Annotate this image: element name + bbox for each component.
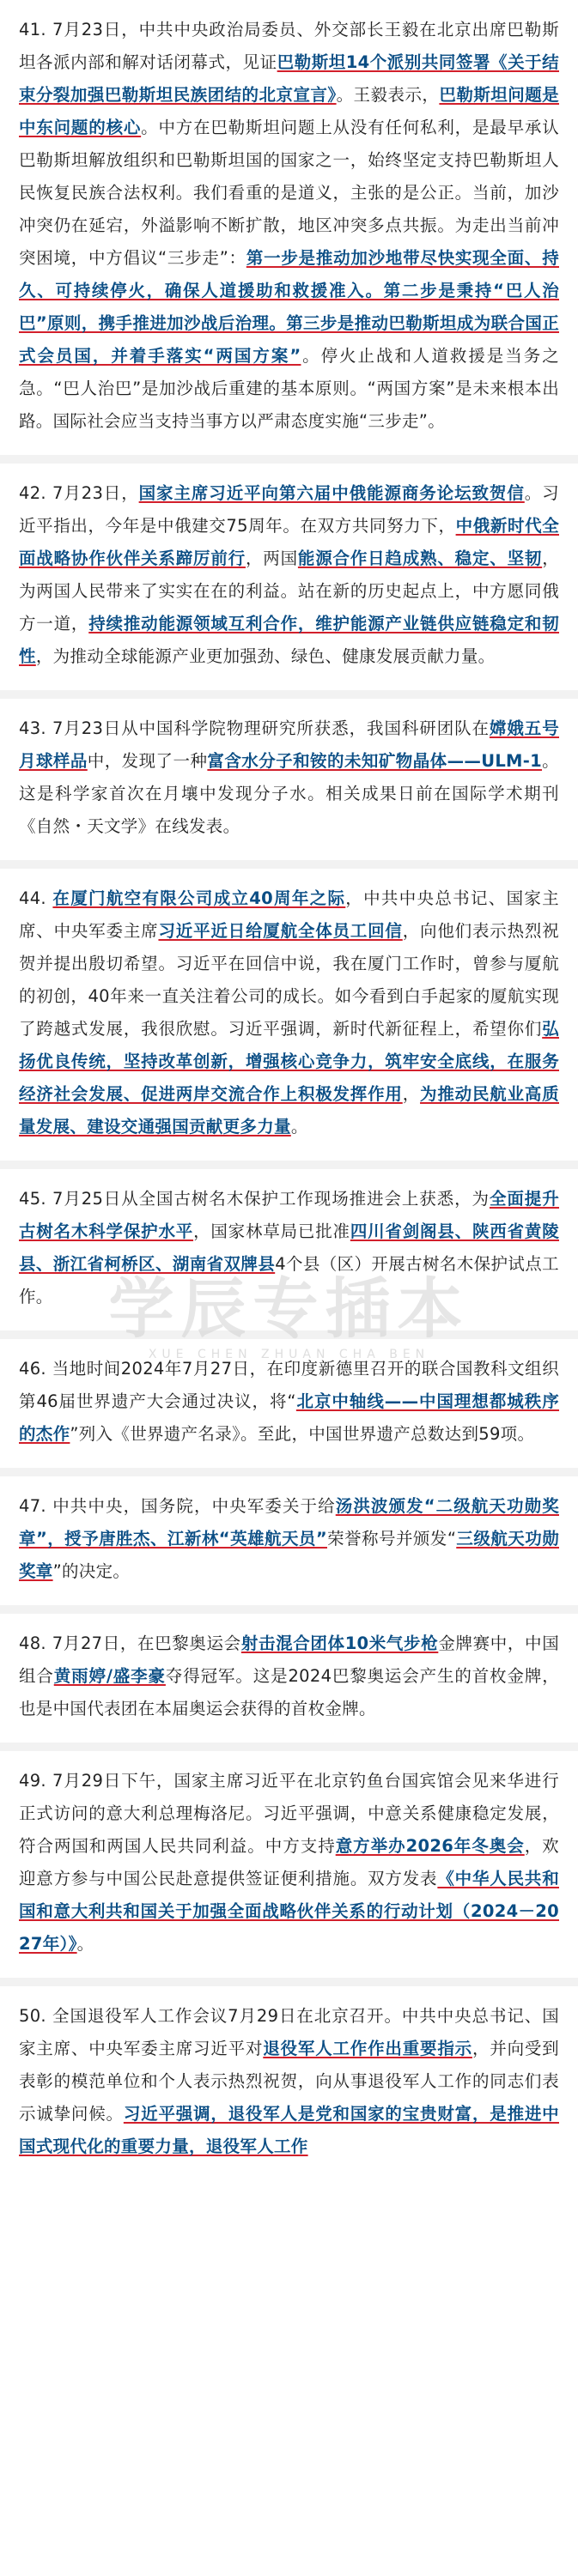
highlighted-phrase: 习近平近日给厦航全体员工回信	[158, 921, 403, 941]
highlighted-phrase: 国家主席习近平向第六届中俄能源商务论坛致贺信	[138, 483, 525, 503]
body-text: 49. 7月29日下午，国家主席习近平在北京钓鱼台国宾馆会见来华进行正式访问的意大利总理梅洛尼。习近平强调，中意关系健康稳定发展，符合两国和两国人民共同利益。中方支持	[19, 1771, 559, 1856]
body-text: ，向他们表示热烈祝贺并提出殷切希望。习近平在回信中说，我在厦门工作时，曾参与厦航的初创，40年来一直关注着公司的成长。如今看到白手起家的厦航实现了跨越式发展，我很欣慰。习近平强调，新时代新征程上，希望你们	[19, 921, 560, 1039]
body-text: 。这是科学家首次在月壤中发现分子水。相关成果日前在国际学术期刊《自然・天文学》在线发表。	[19, 751, 559, 836]
news-item-45	[0, 1169, 578, 1330]
highlighted-phrase: 《中华人民共和国和意大利共和国关于加强全面战略伙伴关系的行动计划（2024－2027年）》	[19, 1869, 559, 1954]
section-divider	[0, 455, 578, 464]
section-divider	[0, 1978, 578, 1986]
section-divider	[0, 690, 578, 699]
body-text: 金牌赛中，中国组合	[19, 1633, 559, 1686]
highlighted-phrase: 持续推动能源领域互利合作，维护能源产业链供应链稳定和韧性	[19, 614, 559, 666]
highlighted-phrase: 意方举办2026年冬奥会	[335, 1836, 525, 1856]
highlighted-phrase: 中俄新时代全面战略协作伙伴关系蹄厉前行	[19, 516, 559, 568]
highlighted-phrase: 为推动民航业高质量发展、建设交通强国贡献更多力量	[19, 1084, 559, 1136]
body-text: ”的决定。	[52, 1561, 131, 1581]
highlighted-phrase: 在厦门航空有限公司成立40周年之际	[52, 888, 346, 908]
body-text: 。	[290, 1117, 308, 1136]
body-text: ，并向受到表彰的模范单位和个人表示热烈祝贺，向从事退役军人工作的同志们表示诚挚问候。	[19, 2039, 559, 2124]
highlighted-phrase: 嫦娥五号月球样品	[19, 718, 560, 771]
news-item-50	[0, 1986, 578, 2180]
news-item-44	[0, 869, 578, 1161]
body-text: ，欢迎意方参与中国公民赴意提供签证便利措施。双方发表	[19, 1836, 559, 1888]
watermark-subtext: XUE CHEN ZHUAN CHA BEN	[148, 1348, 430, 1361]
body-text: 。	[76, 1934, 94, 1954]
body-text: 50. 全国退役军人工作会议7月29日在北京召开。中共中央总书记、国家主席、中央军委主席习近平对	[19, 2006, 559, 2058]
section-divider	[0, 1330, 578, 1339]
news-item-43	[0, 699, 578, 860]
news-item-47	[0, 1476, 578, 1605]
body-text: 。停火止战和人道救援是当务之急。“巴人治巴”是加沙战后重建的基本原则。“两国方案”是未来根本出路。国际社会应当支持当事方以严肃态度实施“三步走”。	[19, 346, 559, 431]
highlighted-phrase: 退役军人工作作出重要指示	[263, 2039, 472, 2058]
section-divider	[0, 1468, 578, 1476]
highlighted-phrase: 全面提升古树名木科学保护水平	[19, 1189, 560, 1241]
highlighted-phrase: 北京中轴线——中国理想都城秩序的杰作	[19, 1391, 560, 1444]
highlighted-phrase: 黄雨婷/盛李豪	[53, 1666, 166, 1686]
body-text: 。王毅表示，	[336, 85, 440, 105]
body-text: 。中方在巴勒斯坦问题上从没有任何私利，是最早承认巴勒斯坦解放组织和巴勒斯坦国的国家之一，始终坚定支持巴勒斯坦人民恢复民族合法权利。我们看重的是道义，主张的是公正。当前，加沙冲突仍在延宕，外溢影响不断扩散，地区冲突多点共振。为走出当前冲突困境，中方倡议“三步走”：	[19, 118, 560, 268]
news-item-48	[0, 1614, 578, 1743]
body-text: 42. 7月23日，	[19, 483, 139, 503]
section-divider	[0, 860, 578, 869]
body-text: ，为两国人民带来了实实在在的利益。站在新的历史起点上，中方愿同俄方一道，	[19, 549, 559, 633]
highlighted-phrase: 习近平强调，退役军人是党和国家的宝贵财富，是推进中国式现代化的重要力量，退役军人工作	[19, 2104, 559, 2156]
highlighted-phrase: 射击混合团体10米气步枪	[240, 1633, 439, 1653]
body-text: 45. 7月25日从全国古树名木保护工作现场推进会上获悉，为	[19, 1189, 490, 1209]
news-item-49	[0, 1751, 578, 1978]
body-text: 4个县（区）开展古树名木保护试点工作。	[19, 1254, 559, 1306]
highlighted-phrase: 四川省剑阁县、陕西省黄陵县、浙江省柯桥区、湖南省双牌县	[19, 1221, 559, 1274]
body-text: 夺得冠军。这是2024巴黎奥运会产生的首枚金牌，也是中国代表团在本届奥运会获得的首枚金牌。	[19, 1666, 559, 1718]
highlighted-phrase: 汤洪波颁发“二级航天功勋奖章”，授予唐胜杰、江新林“英雄航天员”	[19, 1496, 559, 1549]
body-text: 。习近平指出，今年是中俄建交75周年。在双方共同努力下，	[19, 483, 559, 536]
section-divider	[0, 1161, 578, 1169]
watermark-text: 学辰专插本	[108, 1270, 470, 1347]
body-text: ，	[402, 1084, 421, 1104]
highlighted-phrase: 巴勒斯坦问题是中东问题的核心	[19, 85, 559, 137]
body-text: 43. 7月23日从中国科学院物理研究所获悉，我国科研团队在	[19, 718, 490, 738]
news-item-46	[0, 1339, 578, 1468]
body-text: ”列入《世界遗产名录》。至此，中国世界遗产总数达到59项。	[70, 1424, 535, 1444]
body-text: ，中共中央总书记、国家主席、中央军委主席	[19, 888, 559, 941]
body-text: ，为推动全球能源产业更加强劲、绿色、健康发展贡献力量。	[35, 646, 496, 666]
highlighted-phrase: 能源合作日趋成熟、稳定、坚韧	[297, 549, 543, 568]
highlighted-phrase: 三级航天功勋奖章	[19, 1529, 559, 1581]
body-text: ，国家林草局已批准	[193, 1221, 350, 1241]
section-divider	[0, 1743, 578, 1751]
body-text: 44.	[19, 888, 53, 908]
body-text: ，两国	[245, 549, 298, 568]
highlighted-phrase: 弘扬优良传统，坚持改革创新，增强核心竞争力，筑牢安全底线，在服务经济社会发展、促进两岸交流合作上积极发挥作用	[19, 1019, 559, 1104]
body-text: 48. 7月27日，在巴黎奥运会	[19, 1633, 241, 1653]
news-item-41	[0, 0, 578, 455]
highlighted-phrase: 巴勒斯坦14个派别共同签署《关于结束分裂加强巴勒斯坦民族团结的北京宣言》	[19, 52, 559, 105]
body-text: 中，发现了一种	[87, 751, 208, 771]
highlighted-phrase: 富含水分子和铵的未知矿物晶体——ULM-1	[207, 751, 543, 771]
body-text: 荣誉称号并颁发“	[326, 1529, 457, 1549]
news-item-42	[0, 464, 578, 690]
body-text: 41. 7月23日，中共中央政治局委员、外交部长王毅在北京出席巴勒斯坦各派内部和解对话闭幕式，见证	[19, 20, 559, 72]
body-text: 46. 当地时间2024年7月27日，在印度新德里召开的联合国教科文组织第46届世界遗产大会通过决议，将“	[19, 1359, 559, 1411]
highlighted-phrase: 第一步是推动加沙地带尽快实现全面、持久、可持续停火，确保人道援助和救援准入。第二步是秉持“巴人治巴”原则，携手推进加沙战后治理。第三步是推动巴勒斯坦成为联合国正式会员国，并着手落实“两国方案”	[19, 248, 559, 366]
body-text: 47. 中共中央，国务院，中央军委关于给	[19, 1496, 336, 1516]
section-divider	[0, 1605, 578, 1614]
